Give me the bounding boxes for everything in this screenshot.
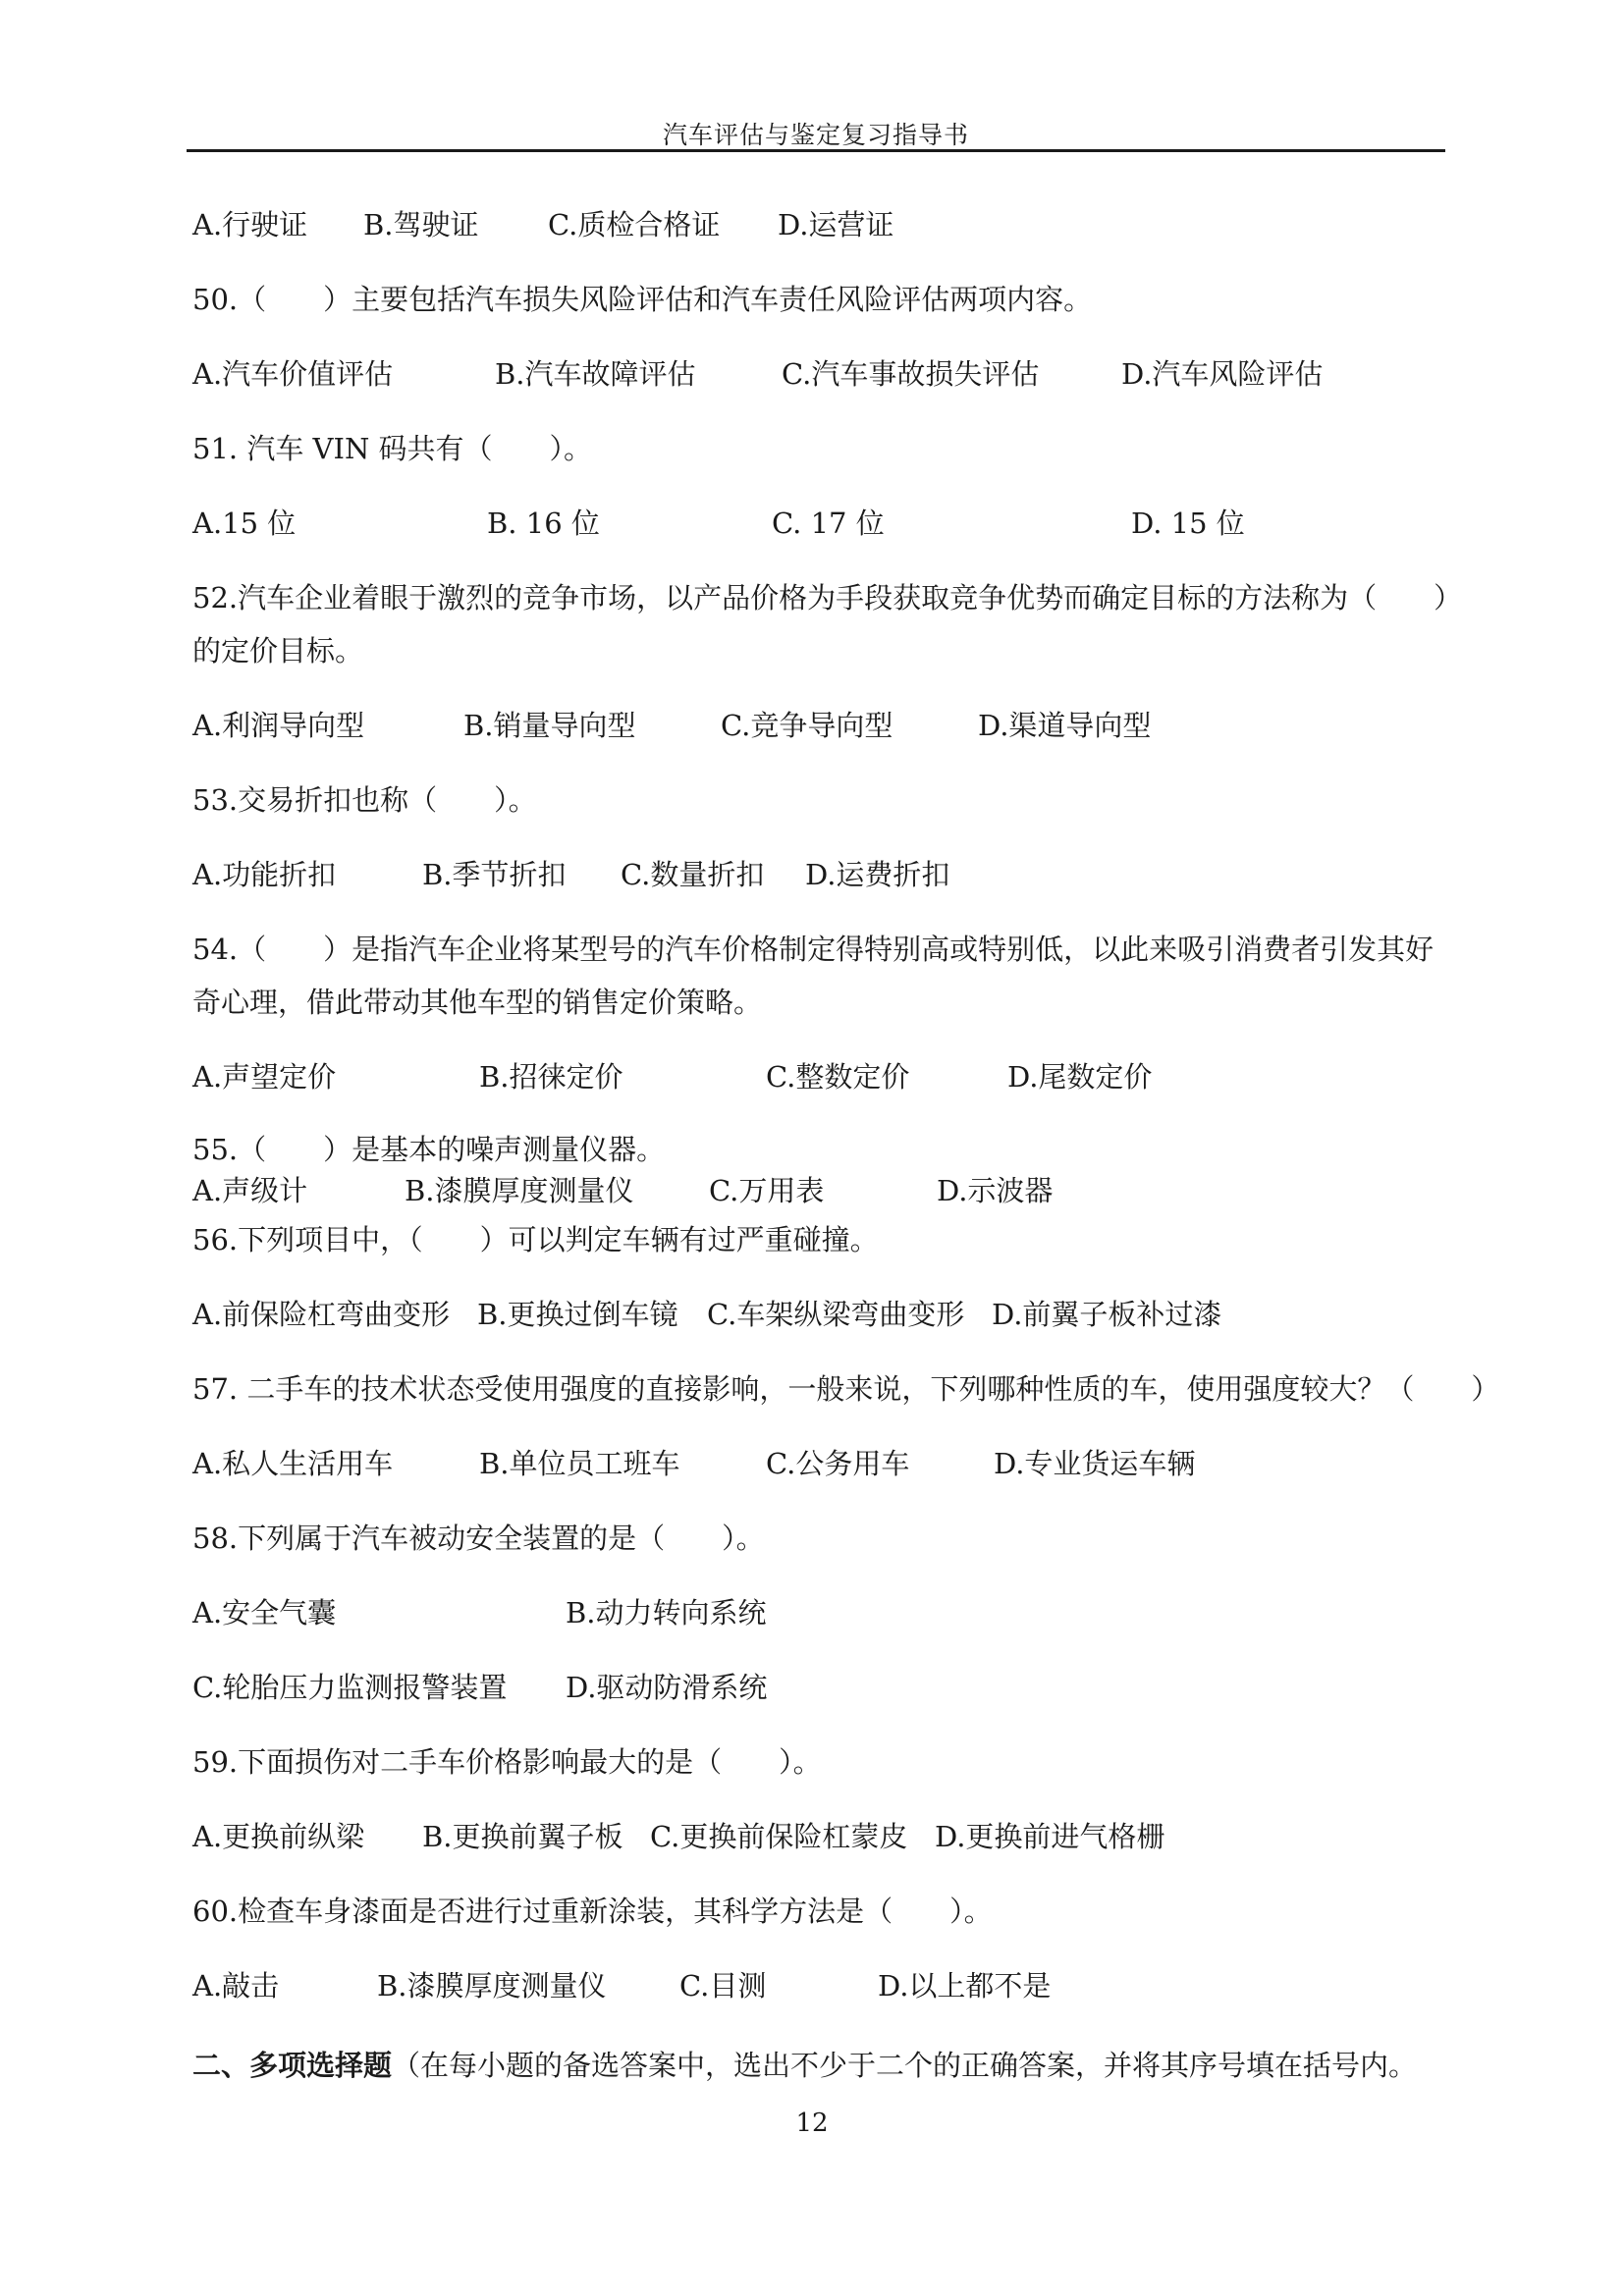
q50-option-d: D.汽车风险评估 xyxy=(1121,357,1324,391)
q51-stem: 51. 汽车 VIN 码共有（ ）。 xyxy=(192,432,593,465)
q53-option-b: B.季节折扣 xyxy=(422,858,567,891)
q59-option-a: A.更换前纵梁 xyxy=(192,1820,365,1853)
q51-options xyxy=(192,507,1459,546)
q49-option-a: A.行驶证 xyxy=(192,208,308,241)
q55-stem: 55.（ ）是基本的噪声测量仪器。 xyxy=(192,1133,666,1166)
q52-option-a: A.利润导向型 xyxy=(192,709,365,742)
q58-options-row2 xyxy=(192,1671,1459,1710)
q51-option-a: A.15 位 xyxy=(192,507,297,540)
q59-stem: 59.下面损伤对二手车价格影响最大的是（ ）。 xyxy=(192,1745,822,1779)
q59-option-d: D.更换前进气格栅 xyxy=(935,1820,1165,1853)
q60-option-d: D.以上都不是 xyxy=(878,1969,1052,2002)
q52-option-c: C.竞争导向型 xyxy=(721,709,893,742)
q52-option-b: B.销量导向型 xyxy=(463,709,636,742)
q53-option-c: C.数量折扣 xyxy=(621,858,765,891)
q50-options xyxy=(192,357,1459,397)
q55-option-c: C.万用表 xyxy=(709,1174,825,1207)
q56-option-b: B.更换过倒车镜 xyxy=(477,1298,678,1331)
q51-option-b: B. 16 位 xyxy=(487,507,600,540)
q53-option-a: A.功能折扣 xyxy=(192,858,337,891)
q57-option-c: C.公务用车 xyxy=(766,1447,910,1480)
header-rule xyxy=(187,149,1445,152)
q54-option-a: A.声望定价 xyxy=(192,1060,337,1094)
q51-option-d: D. 15 位 xyxy=(1131,507,1245,540)
q55-option-b: B.漆膜厚度测量仪 xyxy=(405,1174,634,1207)
q54-stem-line2: 奇心理，借此带动其他车型的销售定价策略。 xyxy=(192,986,763,1019)
q53-stem: 53.交易折扣也称（ ）。 xyxy=(192,783,537,817)
q56-stem: 56.下列项目中，（ ）可以判定车辆有过严重碰撞。 xyxy=(192,1223,879,1256)
q60-option-b: B.漆膜厚度测量仪 xyxy=(377,1969,607,2002)
q54-options xyxy=(192,1060,1459,1099)
q54-option-b: B.招徕定价 xyxy=(479,1060,623,1094)
q55-options xyxy=(192,1174,1459,1213)
q60-option-c: C.目测 xyxy=(679,1969,767,2002)
q49-option-b: B.驾驶证 xyxy=(363,208,479,241)
q54-option-d: D.尾数定价 xyxy=(1007,1060,1153,1094)
section-heading xyxy=(192,2044,1459,2084)
q56-option-d: D.前翼子板补过漆 xyxy=(992,1298,1222,1331)
q50-option-c: C.汽车事故损失评估 xyxy=(782,357,1040,391)
q59-options xyxy=(192,1820,1459,1859)
q50-option-a: A.汽车价值评估 xyxy=(192,357,394,391)
q60-option-a: A.敲击 xyxy=(192,1969,280,2002)
q55-option-a: A.声级计 xyxy=(192,1174,308,1207)
q54-stem-line1: 54.（ ）是指汽车企业将某型号的汽车价格制定得特别高或特别低，以此来吸引消费者引发其好 xyxy=(192,933,1435,966)
q58-options-row1 xyxy=(192,1596,1459,1635)
q58-option-c: C.轮胎压力监测报警装置 xyxy=(192,1671,508,1704)
q50-option-b: B.汽车故障评估 xyxy=(495,357,696,391)
q57-option-a: A.私人生活用车 xyxy=(192,1447,394,1480)
q49-option-d: D.运营证 xyxy=(778,208,894,241)
q56-options xyxy=(192,1298,1459,1337)
q52-option-d: D.渠道导向型 xyxy=(978,709,1152,742)
q52-stem-line2: 的定价目标。 xyxy=(192,634,364,667)
q58-stem: 58.下列属于汽车被动安全装置的是（ ）。 xyxy=(192,1522,765,1555)
q56-option-a: A.前保险杠弯曲变形 xyxy=(192,1298,451,1331)
q49-option-c: C.质检合格证 xyxy=(548,208,721,241)
q52-stem-line1: 52.汽车企业着眼于激烈的竞争市场，以产品价格为手段获取竞争优势而确定目标的方法称为（ ） xyxy=(192,581,1463,614)
q53-options xyxy=(192,858,1459,897)
q51-option-c: C. 17 位 xyxy=(772,507,885,540)
q60-options xyxy=(192,1969,1459,2008)
q50-stem: 50.（ ）主要包括汽车损失风险评估和汽车责任风险评估两项内容。 xyxy=(192,283,1093,316)
q57-option-d: D.专业货运车辆 xyxy=(994,1447,1196,1480)
q52-options xyxy=(192,709,1459,748)
q57-options xyxy=(192,1447,1459,1486)
q58-option-b: B.动力转向系统 xyxy=(566,1596,767,1629)
q49-options xyxy=(192,208,1459,247)
q58-option-a: A.安全气囊 xyxy=(192,1596,337,1629)
q56-option-c: C.车架纵梁弯曲变形 xyxy=(707,1298,965,1331)
q55-option-d: D.示波器 xyxy=(937,1174,1054,1207)
page-number: 12 xyxy=(795,2109,829,2138)
q59-option-c: C.更换前保险杠蒙皮 xyxy=(650,1820,908,1853)
q53-option-d: D.运费折扣 xyxy=(805,858,950,891)
q57-option-b: B.单位员工班车 xyxy=(479,1447,680,1480)
q54-option-c: C.整数定价 xyxy=(766,1060,910,1094)
section-title: 二、多项选择题 xyxy=(192,2049,393,2082)
section-instruction: （在每小题的备选答案中，选出不少于二个的正确答案，并将其序号填在括号内。 xyxy=(392,2049,1418,2082)
q57-stem: 57. 二手车的技术状态受使用强度的直接影响，一般来说，下列哪种性质的车，使用强度较大？（ ） xyxy=(192,1372,1500,1406)
q58-option-d: D.驱动防滑系统 xyxy=(566,1671,768,1704)
q59-option-b: B.更换前翼子板 xyxy=(422,1820,623,1853)
q60-stem: 60.检查车身漆面是否进行过重新涂装，其科学方法是（ ）。 xyxy=(192,1895,993,1928)
header-title: 汽车评估与鉴定复习指导书 xyxy=(662,121,969,149)
